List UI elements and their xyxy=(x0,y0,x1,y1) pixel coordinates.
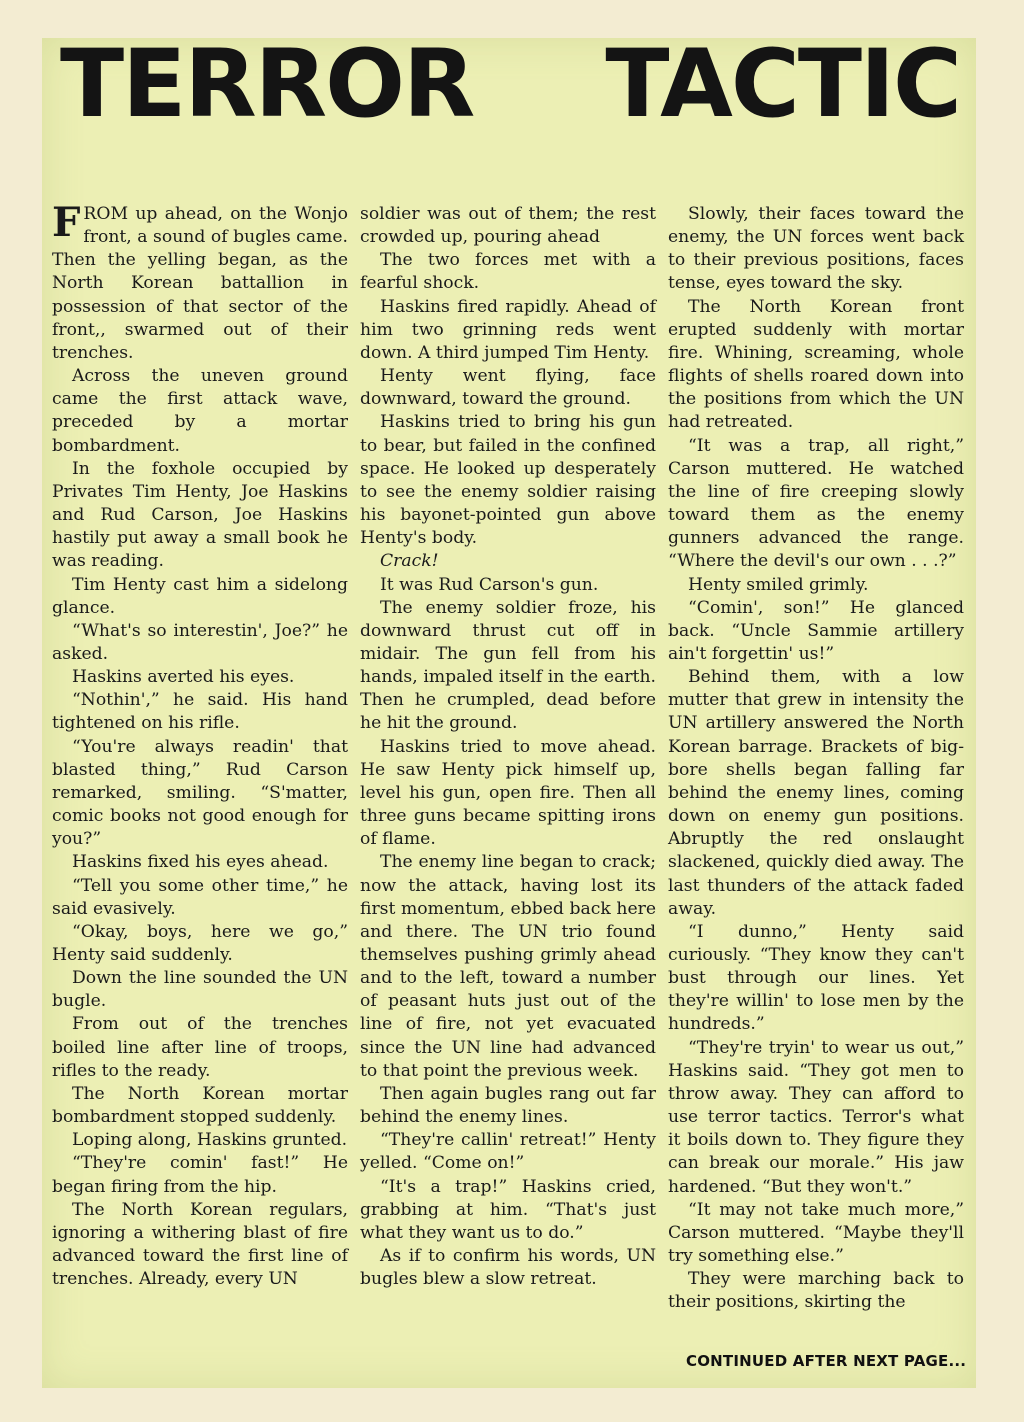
title-word-tactic: TACTIC xyxy=(605,30,960,139)
paragraph: “They're callin' retreat!” Henty yelled. “Come on!” xyxy=(360,1130,656,1174)
paragraph: They were marching back to their positions, skirting the xyxy=(668,1269,964,1313)
title-word-terror: TERROR xyxy=(60,30,474,139)
drop-cap: F xyxy=(52,199,81,246)
paragraph: Slowly, their faces toward the enemy, the UN forces went back to their previous positions, faces tense, eyes toward the sky. xyxy=(668,204,964,294)
paragraph: FROM up ahead, on the Wonjo front, a sound of bugles came. Then the yelling began, as the North Korean battallion in possession of that sector of the front,, swarmed out of their trenches. xyxy=(52,199,348,363)
paragraph: “It was a trap, all right,” Carson muttered. He watched the line of fire creeping slowly toward them as the enemy gunners advanced the range. “Where the devil's our own . . .?” xyxy=(668,435,964,572)
paragraph: Henty went flying, face downward, toward the ground. xyxy=(360,366,656,410)
paragraph: “Okay, boys, here we go,” Henty said suddenly. xyxy=(52,921,348,965)
paragraph: “They're comin' fast!” He began firing from the hip. xyxy=(52,1153,348,1197)
text-column-1 xyxy=(52,199,348,1291)
paragraph: Behind them, with a low mutter that grew in intensity the UN artillery answered the North Korean barrage. Brackets of big-bore shells began falling far behind the enemy lines, coming down on enemy gun positions. Abruptly the red onslaught slackened, quickly died away. The last thunders of the attack faded away. xyxy=(668,667,964,919)
paragraph: The North Korean front erupted suddenly with mortar fire. Whining, screaming, whole flights of shells roared down into the positions from which the UN had retreated. xyxy=(668,296,964,433)
paragraph: Haskins fired rapidly. Ahead of him two grinning reds went down. A third jumped Tim Henty. xyxy=(360,296,656,363)
paragraph: As if to confirm his words, UN bugles blew a slow retreat. xyxy=(360,1246,656,1290)
paragraph: soldier was out of them; the rest crowded up, pouring ahead xyxy=(360,204,656,248)
paragraph: The two forces met with a fearful shock. xyxy=(360,250,656,294)
paragraph: Haskins tried to bring his gun to bear, but failed in the confined space. He looked up desperately to see the enemy soldier raising his bayonet-pointed gun above Henty's body. xyxy=(360,412,656,549)
story-title xyxy=(60,30,960,140)
paragraph: “It's a trap!” Haskins cried, grabbing at him. “That's just what they want us to do.” xyxy=(360,1176,656,1243)
paragraph: The North Korean mortar bombardment stopped suddenly. xyxy=(52,1083,348,1128)
paragraph: The enemy line began to crack; now the attack, having lost its first momentum, ebbed back here and there. The UN trio found themselves pushing grimly ahead and to the left, toward a number of peasant huts just out of the line of fire, not yet evacuated since the UN line had advanced to that point the previous week. xyxy=(360,852,656,1081)
paragraph: In the foxhole occupied by Privates Tim Henty, Joe Haskins and Rud Carson, Joe Haskins hastily put away a small book he was reading. xyxy=(52,458,348,572)
paragraph: Haskins averted his eyes. xyxy=(72,667,295,688)
paragraph: Crack! xyxy=(380,551,439,572)
paragraph: Across the uneven ground came the first attack wave, preceded by a mortar bombardment. xyxy=(52,366,348,456)
paragraph: “Nothin',” he said. His hand tightened on his rifle. xyxy=(52,690,348,734)
paragraph: Then again bugles rang out far behind the enemy lines. xyxy=(360,1083,656,1128)
paragraph: The enemy soldier froze, his downward thrust cut off in midair. The gun fell from his hands, impaled itself in the earth. Then he crumpled, dead before he hit the ground. xyxy=(360,597,656,734)
paragraph: “It may not take much more,” Carson muttered. “Maybe they'll try something else.” xyxy=(668,1199,964,1267)
paragraph: It was Rud Carson's gun. xyxy=(380,574,599,595)
paragraph: Haskins fixed his eyes ahead. xyxy=(72,852,329,873)
paragraph: Down the line sounded the UN bugle. xyxy=(52,968,348,1012)
paragraph: “I dunno,” Henty said curiously. “They know they can't bust through our lines. Yet they're willin' to lose men by the hundreds.” xyxy=(668,921,964,1035)
continued-notice: CONTINUED AFTER NEXT PAGE... xyxy=(686,1352,967,1370)
paragraph: “You're always readin' that blasted thing,” Rud Carson remarked, smiling. “S'matter, comic books not good enough for you?” xyxy=(52,736,348,850)
paragraph: “Comin', son!” He glanced back. “Uncle Sammie artillery ain't forgettin' us!” xyxy=(668,597,964,664)
text-column-2 xyxy=(360,203,656,1291)
paragraph: Henty smiled grimly. xyxy=(688,574,869,595)
paragraph: The North Korean regulars, ignoring a withering blast of fire advanced toward the first line of trenches. Already, every UN xyxy=(52,1199,348,1290)
paragraph: “What's so interestin', Joe?” he asked. xyxy=(52,620,348,664)
paragraph: Loping along, Haskins grunted. xyxy=(72,1130,348,1151)
paragraph: Tim Henty cast him a sidelong glance. xyxy=(52,574,348,618)
paragraph: “Tell you some other time,” he said evasively. xyxy=(52,875,348,919)
paragraph: From out of the trenches boiled line after line of troops, rifles to the ready. xyxy=(52,1014,348,1081)
paragraph: “They're tryin' to wear us out,” Haskins said. “They got men to throw away. They can afford to use terror tactics. Terror's what it boils down to. They figure they can break our morale.” His jaw hardened. “But they won't.” xyxy=(668,1037,964,1197)
text-column-3 xyxy=(668,203,964,1315)
paragraph: Haskins tried to move ahead. He saw Henty pick himself up, level his gun, open fire. Then all three guns became spitting irons of flame. xyxy=(360,736,656,850)
